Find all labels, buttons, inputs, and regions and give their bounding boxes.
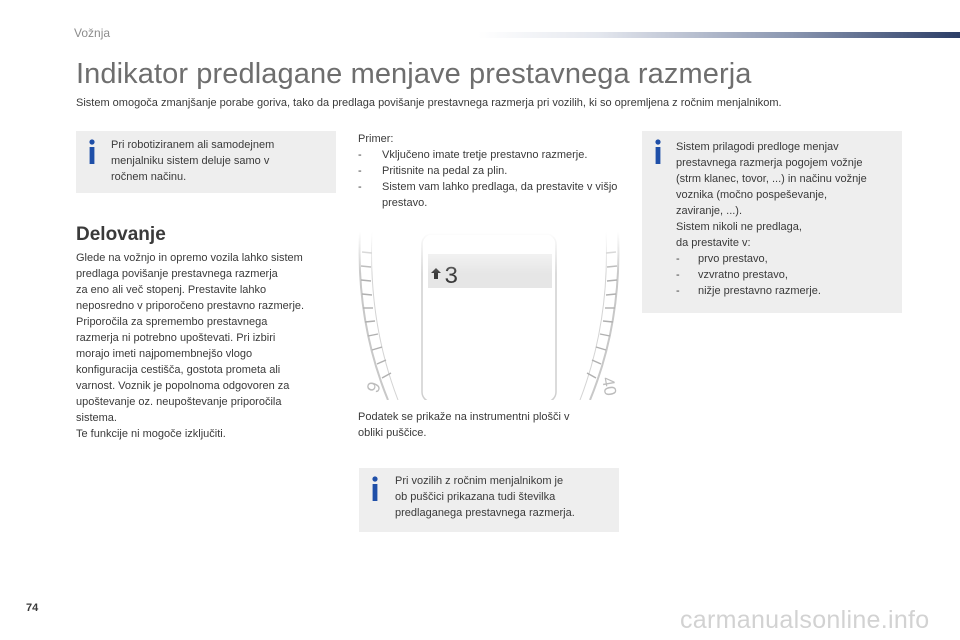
text-line: da prestavite v: (676, 237, 751, 249)
info-icon (369, 476, 381, 502)
list-item: - Vključeno imate tretje prestavno razmerje. (358, 147, 628, 163)
list-item: - Pritisnite na pedal za plin. (358, 163, 628, 179)
text-line: neposredno v priporočeno prestavno razmerje. (76, 300, 305, 312)
example-steps (358, 131, 628, 211)
page-title: Indikator predlagane menjave prestavnega razmerja (76, 58, 752, 90)
page-subtitle: Sistem omogoča zmanjšanje porabe goriva, tako da predlaga povišanje prestavnega razmerja pri vozilih, ki so opremljena z ročnim menjalnikom. (76, 97, 782, 109)
text-line: ročnem načinu. (111, 171, 187, 183)
text-line: prestavnega razmerja pogojem vožnje (676, 157, 863, 169)
text-line: morajo imeti najpomembnejšo vlogo (76, 348, 253, 360)
text-line: Glede na vožnjo in opremo vozila lahko sistem (76, 252, 303, 264)
text-line: predlaganega prestavnega razmerja. (395, 507, 575, 519)
text-line: za eno ali več stopenj. Prestavite lahko (76, 284, 267, 296)
instrument-panel-figure (358, 232, 620, 400)
info-box-text (395, 473, 610, 521)
info-box-text (111, 137, 326, 185)
list-item: - nižje prestavno razmerje. (676, 283, 898, 299)
page-number: 74 (26, 602, 39, 614)
text-line: upoštevanje oz. neupoštevanje priporočila (76, 396, 282, 408)
operation-body-text (76, 250, 338, 442)
text-line: konfiguracija cestišča, gostota prometa ali (76, 364, 281, 376)
text-line: razmerja ni potrebno upoštevati. Pri izbiri (76, 332, 276, 344)
info-box-system-adaptation (642, 131, 902, 313)
text-line: Pri robotiziranem ali samodejnem (111, 139, 275, 151)
text-line: voznika (močno pospeševanje, (676, 189, 828, 201)
info-icon (86, 139, 98, 165)
info-icon (652, 139, 664, 165)
section-heading-operation: Delovanje (76, 224, 166, 245)
example-list (358, 147, 628, 211)
text-line: (strm klanec, tovor, ...) in načinu vožnje (676, 173, 867, 185)
text-line: Sistem nikoli ne predlaga, (676, 221, 802, 233)
text-line: menjalniku sistem deluje samo v (111, 155, 270, 167)
text-line: Priporočila za spremembo prestavnega (76, 316, 268, 328)
never-suggested-list (676, 251, 898, 299)
text-line: predlaga povišanje prestavnega razmerja (76, 268, 278, 280)
list-item: - prvo prestavo, (676, 251, 898, 267)
watermark: carmanualsonline.info (680, 606, 930, 634)
header-gradient-bar (478, 32, 960, 38)
text-line: zaviranje, ...). (676, 205, 743, 217)
text-line: obliki puščice. (358, 427, 427, 439)
section-label: Vožnja (74, 26, 111, 40)
info-box-robotized-gearbox (76, 131, 336, 193)
text-line: Podatek se prikaže na instrumentni plošči v (358, 411, 570, 423)
list-item: - Sistem vam lahko predlaga, da prestavite v višjo prestavo. (358, 179, 628, 211)
text-line: Te funkcije ni mogoče izklјučiti. (76, 428, 226, 440)
text-line: varnost. Voznik je popolnoma odgovoren za (76, 380, 290, 392)
text-line: ob puščici prikazana tudi številka (395, 491, 556, 503)
list-item: - vzvratno prestavo, (676, 267, 898, 283)
info-box-text (676, 139, 898, 299)
info-box-manual-gearbox (359, 468, 619, 532)
text-line: Pri vozilih z ročnim menjalnikom je (395, 475, 564, 487)
text-line: Sistem prilagodi predloge menjav (676, 141, 839, 153)
text-line: sistema. (76, 412, 117, 424)
figure-caption (358, 409, 608, 441)
example-label: Primer: (358, 133, 394, 145)
